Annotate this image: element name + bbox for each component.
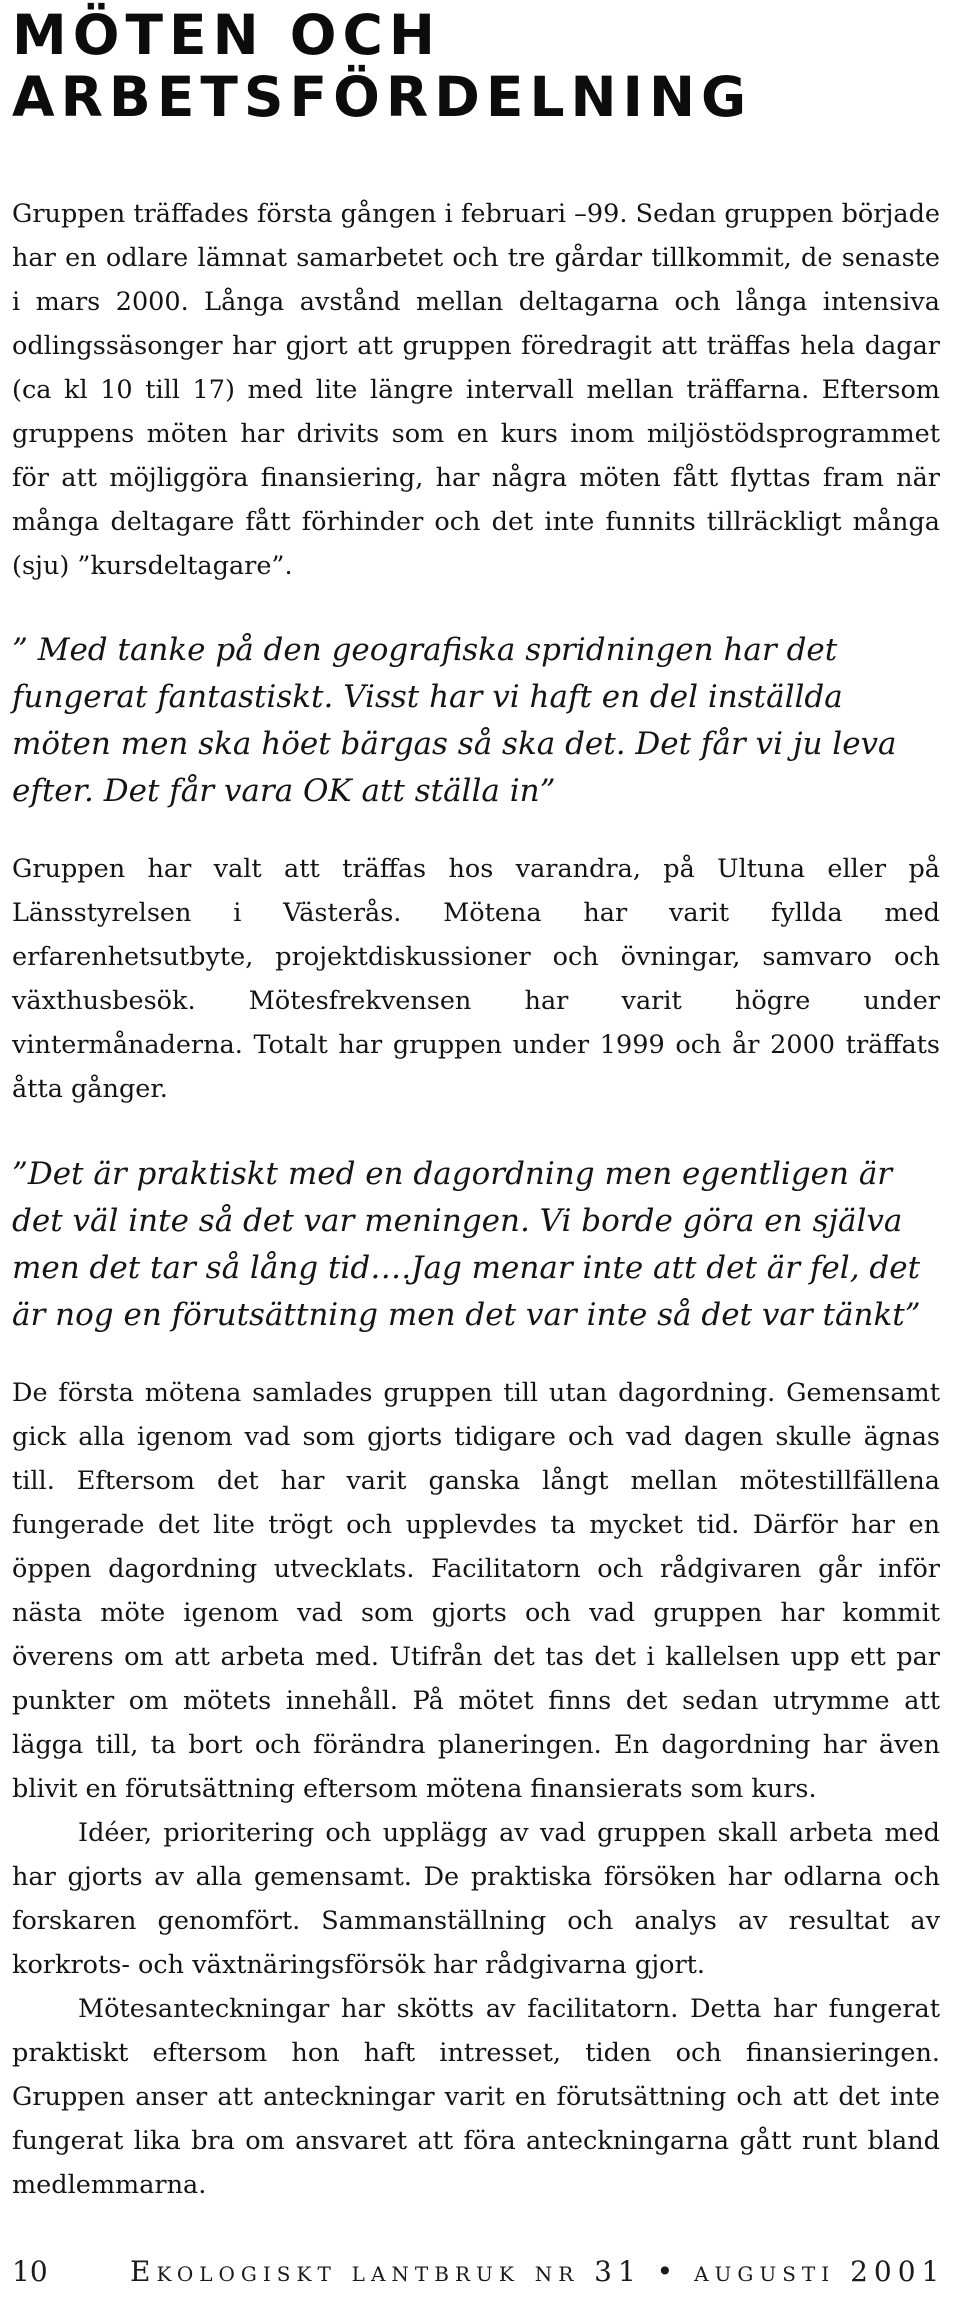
section-heading <box>12 0 940 128</box>
paragraph-agenda: De första mötena samlades gruppen till utan dagordning. Gemensamt gick alla igenom vad som gjorts tidigare och vad dagen skulle ägnas till. Eftersom det har varit ganska långt mellan mötestillfällena fungerade det lite trögt och upplevdes ta mycket tid. Därför har en öppen dagordning utvecklats. Facilitatorn och rådgivaren går inför nästa möte igenom vad som gjorts och vad gruppen har kommit överens om att arbeta med. Utifrån det tas det i kallelsen upp ett par punkter om mötets innehåll. På mötet finns det sedan utrymme att lägga till, ta bort och förändra planeringen. En dagordning har även blivit en förutsättning eftersom mötena finansierats som kurs. <box>12 1378 940 1804</box>
page-footer <box>12 2254 946 2294</box>
paragraph-meeting-notes: Mötesanteckningar har skötts av facilitatorn. Detta har fungerat praktiskt eftersom hon haft intresset, tiden och finansieringen. Gruppen anser att anteckningar varit en förutsättning och att det inte fungerat lika bra om ansvaret att föra anteckningarna gått runt bland medlemmarna. <box>12 1994 940 2200</box>
section-heading-line-1: MÖTEN OCH <box>12 3 441 67</box>
paragraph-meeting-places: Gruppen har valt att träffas hos varandra, på Ultuna eller på Länsstyrelsen i Västerås. Mötena har varit fyllda med erfarenhetsutbyte, projektdiskussioner och övningar, samvaro och växthusbesök. Mötesfrekvensen har varit högre under vintermånaderna. Totalt har gruppen under 1999 och år 2000 träffats åtta gånger. <box>12 854 940 1104</box>
page-number: 10 <box>12 2255 48 2288</box>
paragraph-ideas-priorities: Idéer, prioritering och upplägg av vad gruppen skall arbeta med har gjorts av alla gemensamt. De praktiska försöken har odlarna och forskaren genomfört. Sammanställning och analys av resultat av korkrots- och växtnäringsförsök har rådgivarna gjort. <box>12 1818 940 1980</box>
quote-agenda: ”Det är praktiskt med en dagordning men egentligen är det väl inte så det var meningen. Vi borde göra en själva men det tar så lång tid….Jag menar inte att det är fel, det är nog en förutsättning men det var inte så det var tänkt” <box>12 1156 921 1333</box>
quote-geographic-spread: ” Med tanke på den geografiska spridningen har det fungerat fantastiskt. Visst har vi haft en del inställda möten men ska höet bärgas så ska det. Det får vi ju leva efter. Det får vara OK att ställa in” <box>12 632 897 809</box>
running-footer-title: Ekologiskt lantbruk nr 31 • augusti 2001 <box>130 2255 946 2288</box>
paragraph-meetings-intro: Gruppen träffades första gången i februari –99. Sedan gruppen började har en odlare lämnat samarbetet och tre gårdar tillkommit, de senaste i mars 2000. Långa avstånd mellan deltagarna och långa intensiva odlingssäsonger har gjort att gruppen föredragit att träffas hela dagar (ca kl 10 till 17) med lite längre intervall mellan träffarna. Eftersom gruppens möten har drivits som en kurs inom miljöstödsprogrammet för att möjliggöra finansiering, har några möten fått flyttas fram när många deltagare fått förhinder och det inte funnits tillräckligt många (sju) ”kursdeltagare”. <box>12 199 940 581</box>
document-page <box>12 0 940 2207</box>
section-heading-line-2: ARBETSFÖRDELNING <box>12 65 753 129</box>
